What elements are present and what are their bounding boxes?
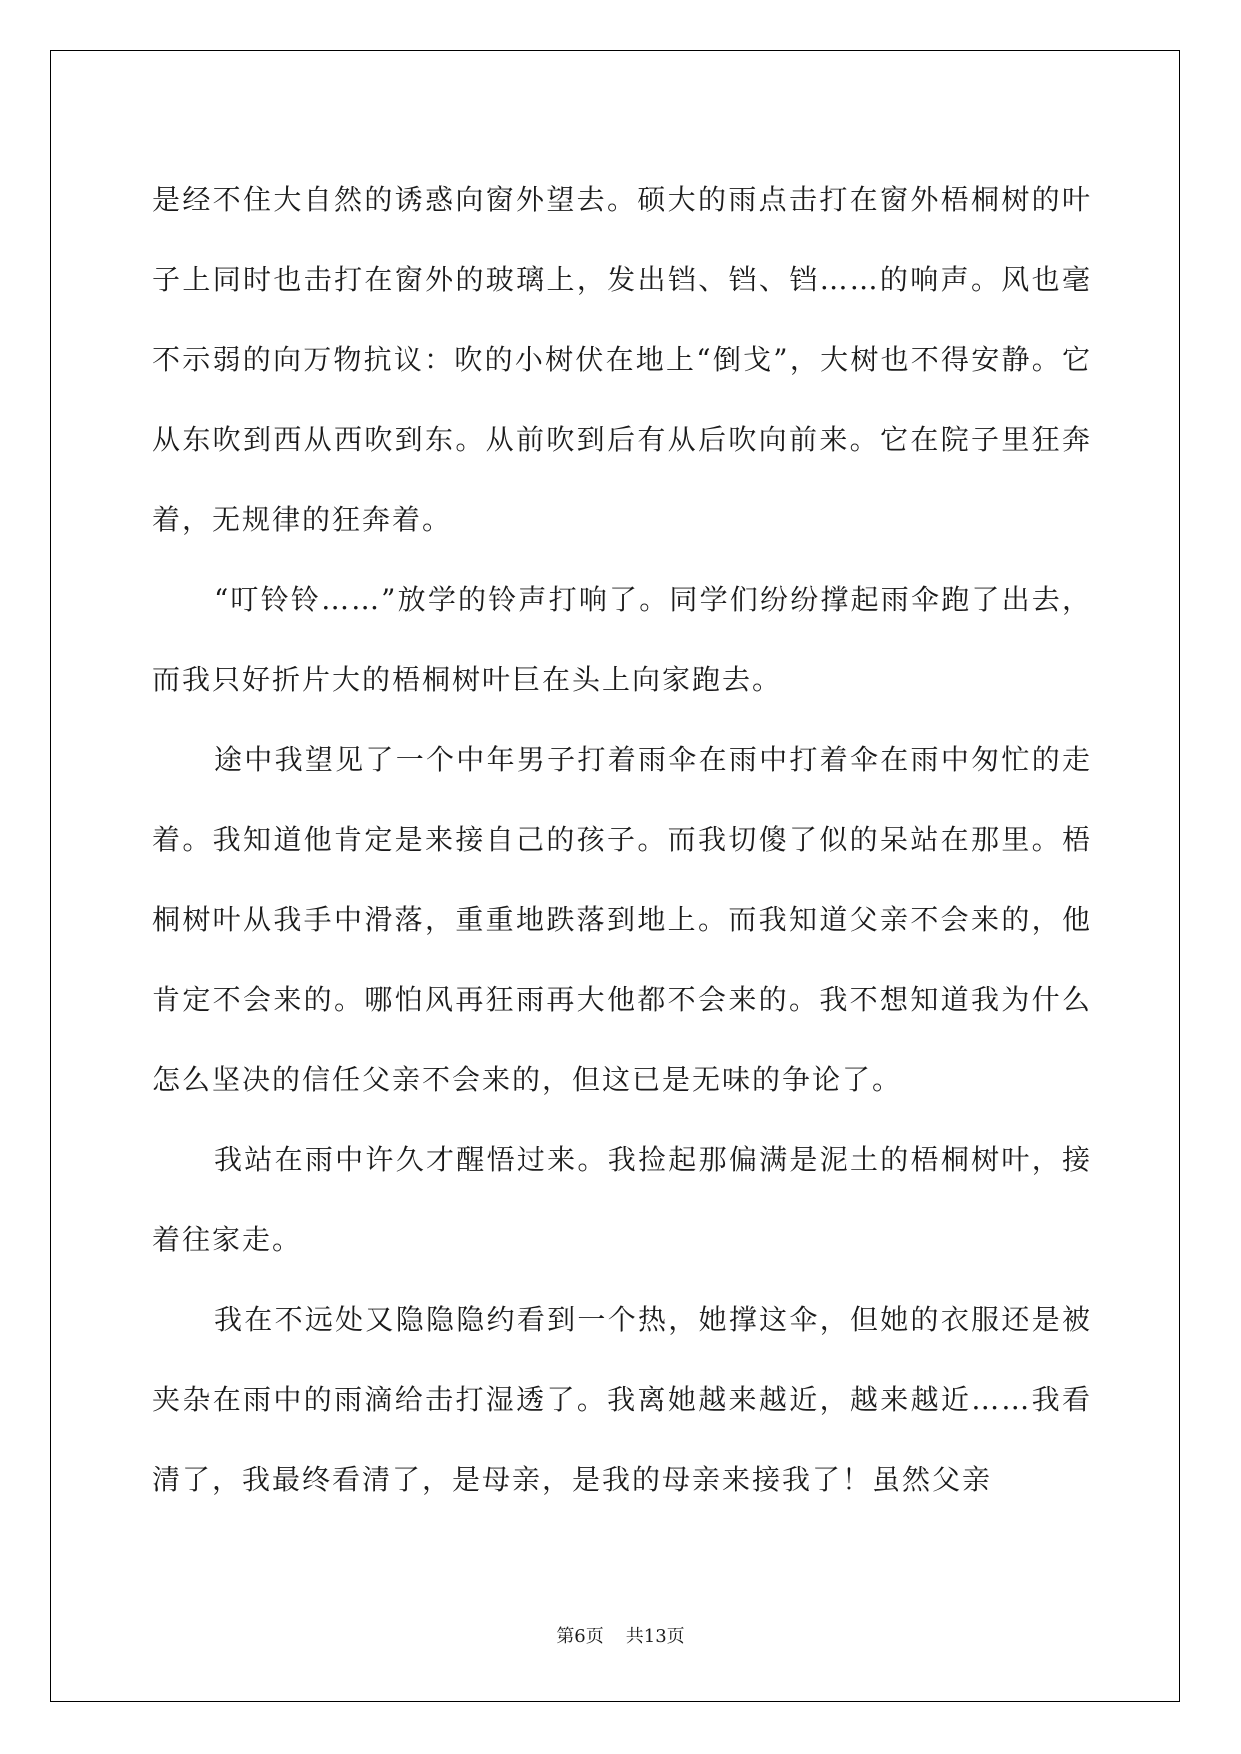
paragraph-1: 是经不住大自然的诱惑向窗外望去。硕大的雨点击打在窗外梧桐树的叶子上同时也击打在窗外的玻璃上，发出铛、铛、铛……的响声。风也毫不示弱的向万物抗议：吹的小树伏在地上“倒戈”，大树也不得安静。它从东吹到西从西吹到东。从前吹到后有从后吹向前来。它在院子里狂奔着，无规律的狂奔着。 bbox=[152, 183, 1092, 536]
page-footer bbox=[0, 1622, 1241, 1648]
document-body bbox=[152, 160, 1092, 1520]
paragraph-2: “叮铃铃……”放学的铃声打响了。同学们纷纷撑起雨伞跑了出去，而我只好折片大的梧桐树叶巨在头上向家跑去。 bbox=[152, 583, 1092, 696]
paragraph-4: 我站在雨中许久才醒悟过来。我捡起那偏满是泥土的梧桐树叶，接着往家走。 bbox=[152, 1143, 1092, 1256]
page-total: 共13页 bbox=[625, 1626, 685, 1647]
paragraph-3: 途中我望见了一个中年男子打着雨伞在雨中打着伞在雨中匆忙的走着。我知道他肯定是来接自己的孩子。而我切傻了似的呆站在那里。梧桐树叶从我手中滑落，重重地跌落到地上。而我知道父亲不会来的，他肯定不会来的。哪怕风再狂雨再大他都不会来的。我不想知道我为什么怎么坚决的信任父亲不会来的，但这已是无味的争论了。 bbox=[152, 743, 1092, 1096]
paragraph-5: 我在不远处又隐隐隐约看到一个热，她撑这伞，但她的衣服还是被夹杂在雨中的雨滴给击打湿透了。我离她越来越近，越来越近……我看清了，我最终看清了，是母亲，是我的母亲来接我了！虽然父亲 bbox=[152, 1303, 1092, 1496]
page-number: 第6页 bbox=[556, 1626, 604, 1647]
